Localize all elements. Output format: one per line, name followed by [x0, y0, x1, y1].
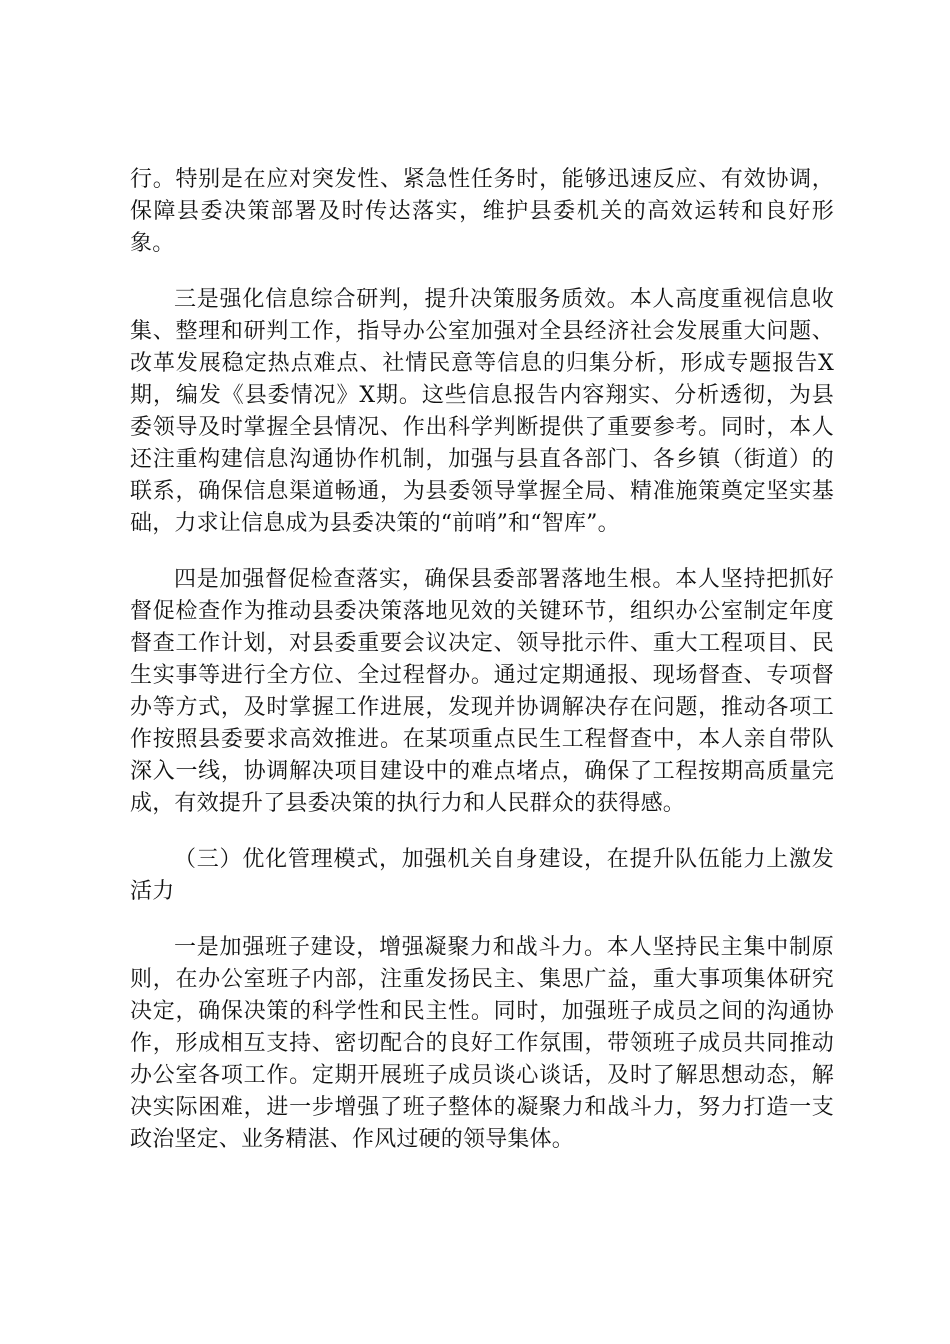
paragraph-supervision: 四是加强督促检查落实，确保县委部署落地生根。本人坚持把抓好督促检查作为推动县委决策落地见效的关键环节，组织办公室制定年度督查工作计划，对县委重要会议决定、领导批示件、重大工程项目、民生实事等进行全方位、全过程督办。通过定期通报、现场督查、专项督办等方式，及时掌握工作进展，发现并协调解决存在问题，推动各项工作按照县委要求高效推进。在某项重点民生工程督查中，本人亲自带队深入一线，协调解决项目建设中的难点堵点，确保了工程按期高质量完成，有效提升了县委决策的执行力和人民群众的获得感。 — [130, 567, 834, 816]
section-heading: （三）优化管理模式，加强机关自身建设，在提升队伍能力上激发活力 — [130, 847, 834, 904]
paragraph-information-analysis: 三是强化信息综合研判，提升决策服务质效。本人高度重视信息收集、整理和研判工作，指导办公室加强对全县经济社会发展重大问题、改革发展稳定热点难点、社情民意等信息的归集分析，形成专题报告X期，编发《县委情况》X期。这些信息报告内容翔实、分析透彻，为县委领导及时掌握全县情况、作出科学判断提供了重要参考。同时，本人还注重构建信息沟通协作机制，加强与县直各部门、各乡镇（街道）的联系，确保信息渠道畅通，为县委领导掌握全局、精准施策奠定坚实基础，力求让信息成为县委决策的“前哨”和“智库”。 — [130, 287, 834, 536]
document-page — [130, 164, 834, 1180]
paragraph-team-building: 一是加强班子建设，增强凝聚力和战斗力。本人坚持民主集中制原则，在办公室班子内部，注重发扬民主、集思广益，重大事项集体研究决定，确保决策的科学性和民主性。同时，加强班子成员之间的沟通协作，形成相互支持、密切配合的良好工作氛围，带领班子成员共同推动办公室各项工作。定期开展班子成员谈心谈话，及时了解思想动态，解决实际困难，进一步增强了班子整体的凝聚力和战斗力，努力打造一支政治坚定、业务精湛、作风过硬的领导集体。 — [130, 935, 834, 1152]
paragraph-continuation: 行。特别是在应对突发性、紧急性任务时，能够迅速反应、有效协调，保障县委决策部署及时传达落实，维护县委机关的高效运转和良好形象。 — [130, 167, 834, 256]
